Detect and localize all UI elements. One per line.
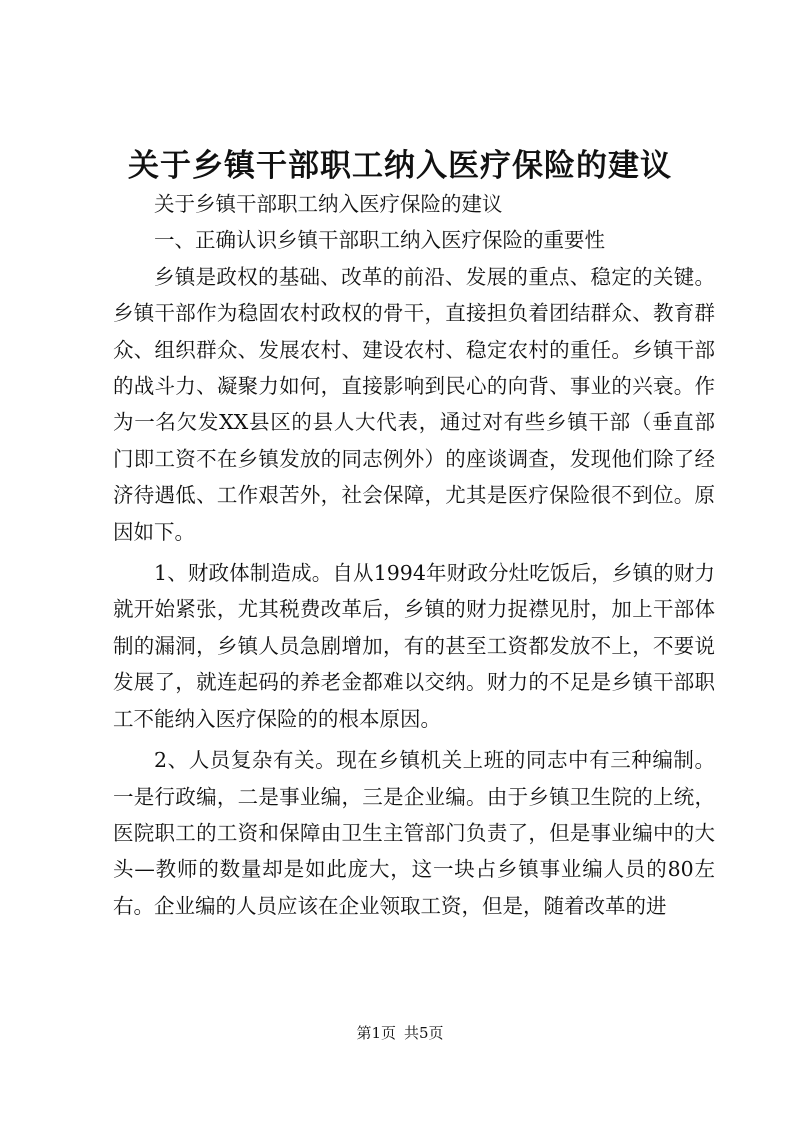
- page-footer: [0, 1022, 800, 1043]
- paragraph-section-heading: 一、正确认识乡镇干部职工纳入医疗保险的重要性: [154, 228, 605, 253]
- paragraph-point-2: 2、人员复杂有关。现在乡镇机关上班的同志中有三种编制。一是行政编，二是事业编，三是企业编。由于乡镇卫生院的上统，医院职工的工资和保障由卫生主管部门负责了，但是事业编中的大头—教师的数量却是如此庞大，这一块占乡镇事业编人员的80左右。企业编的人员应该在企业领取工资，但是，随着改革的进: [113, 748, 715, 918]
- document-body: [113, 186, 715, 924]
- paragraph-subtitle: 关于乡镇干部职工纳入医疗保险的建议: [154, 192, 503, 216]
- document-title: 关于乡镇干部职工纳入医疗保险的建议: [128, 148, 672, 184]
- page-number: 第1页: [356, 1024, 396, 1042]
- paragraph-point-1: 1、财政体制造成。自从1994年财政分灶吃饭后，乡镇的财力就开始紧张，尤其税费改革后，乡镇的财力捉襟见肘，加上干部体制的漏洞，乡镇人员急剧增加，有的甚至工资都发放不上，不要说发展了，就连起码的养老金都难以交纳。财力的不足是乡镇干部职工不能纳入医疗保险的的根本原因。: [113, 561, 715, 731]
- paragraph-intro: 乡镇是政权的基础、改革的前沿、发展的重点、稳定的关键。乡镇干部作为稳固农村政权的骨干，直接担负着团结群众、教育群众、组织群众、发展农村、建设农村、稳定农村的重任。乡镇干部的战斗力、凝聚力如何，直接影响到民心的向背、事业的兴衰。作为一名欠发XX县区的县人大代表，通过对有些乡镇干部（垂直部门即工资不在乡镇发放的同志例外）的座谈调查，发现他们除了经济待遇低、工作艰苦外，社会保障，尤其是医疗保险很不到位。原因如下。: [113, 264, 715, 544]
- page-total: 共5页: [404, 1024, 444, 1042]
